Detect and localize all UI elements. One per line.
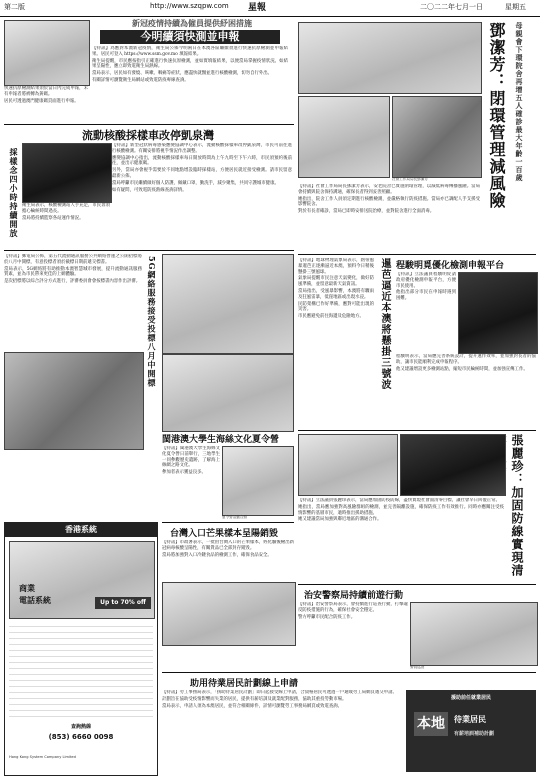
- housing-headline: 助用待業居民計劃線上申請: [190, 679, 299, 689]
- zhang-body: 【特訊】立法議員張麗珍表示，當局應加固防疫防線，盡快實現社會面清零目標，讓社會早日回復正常。 她指出，當局應加強對高風險群組的檢測，並完善隔離設施，確保防疫工作有效推行。同時亦應關注受疫情影響的基層市民，適時推出援助措施。 她又建議當局加強與鄰近地區的溝通合作。: [298, 498, 504, 523]
- mango-photo: [162, 582, 296, 646]
- covid-body: 【特訊】新型冠狀病毒感染應變協調中心表示，流動核酸採樣車改停凱泉灣，市民可前往進行核酸檢測。有關安排將視乎情況作出調整。 應變協調中心指出，流動核酸採樣車每日開放時間為上午九時至下午六時，市民須預約後前往，並出示健康碼。 另外，當局亦會視乎需要於不同地點增設臨時採樣站，方便居民就近接受檢測。請市民留意最新公佈。 當局呼籲市民繼續做好個人防護，佩戴口罩，勤洗手，減少聚集，共同守護城市健康。 如有疑問，可致電防疫熱線查詢詳情。: [112, 143, 292, 193]
- checkpoint-photo: [298, 434, 398, 496]
- caption-speaker: 社會工作局局長鄧潔芳: [392, 177, 428, 181]
- ad-line1: 商業: [19, 584, 35, 593]
- vertical-subheadline-right: 母親會下環院舍再增五人確診最大年齡一百歲: [515, 22, 524, 182]
- 5g-body: 【特訊】郵電局公佈，第五代流動通訊服務公共網絡營運之公開招標將於八月中開標，有意投標者須於截標日期前遞交標書。 當局表示，5G網絡將有助推動本澳智慧城市發展，提升流動通訊服務質素，並為市民帶來更佳的上網體驗。 是次招標將以綜合評分方式進行，評審委員會會按標書內容作出評審。: [4, 254, 142, 285]
- 5g-map-photo: [162, 254, 294, 354]
- vertical-headline-1: 採樣念四小時持續開放: [9, 148, 19, 238]
- vertical-headline-right: 鄧潔芳：閉環管理減風險: [487, 22, 506, 209]
- training-ad[interactable]: [406, 690, 536, 772]
- issue-date: 二〇二二年七月一日: [420, 3, 483, 11]
- police-headline: 治安警察局持續前遊行動: [304, 591, 404, 601]
- page-header: [0, 0, 540, 17]
- left-body-2: 衛生局表示，核酸檢測站人手充足，市民毋須擔心輪候時間過長。 當局將持續監察各站運作情況。: [22, 203, 110, 221]
- mango-body: 【特訊】市政署表示，一批由台灣入口的芒果樣本，經化驗後檢出新冠病毒核酸呈陽性，有關貨品已全部封存銷毀。 當局將加強對入口冷鏈食品的檢測工作，確保食品安全。: [162, 540, 294, 558]
- official-photo: [22, 143, 112, 203]
- typhoon-body: 【特訊】地球物理氣象局表示，熱帶風暴暹芭正逐漸逼近本澳，預料今日稍後懸掛三號風球。 氣象局提醒市民注意天氣變化，做好防風準備，並留意最新天氣資訊。 當局指出，受風暴影響，本澳將有驟雨及狂風雷暴，低窪地區或出現水浸。 民防架構已作好準備，應對可能出現的災害。 市民應避免前往海邊及危險地方。: [298, 258, 374, 320]
- ad-line2: 電話系統: [19, 596, 51, 605]
- vertical-headline-right-3: 張麗珍：加固防線實現清: [510, 434, 524, 577]
- camp-group-photo: [222, 446, 294, 516]
- platform-body: 【特訊】立法議員程駿明促請政府優化檢測申報平台，方便市民使用。 他指出部分市民在申報時遇到困難。: [396, 272, 456, 302]
- vertical-headline-2: 5G網絡服務接受投標八月中開標: [147, 256, 157, 388]
- university-headline: 閩港澳大學生海絲文化夏令營: [162, 435, 280, 445]
- legislator-photo: [458, 272, 538, 354]
- ad-brand: 香港系統: [5, 523, 157, 537]
- speaker-photo: [392, 96, 482, 178]
- covid-headline: 流動核酸採樣車改停凱泉灣: [82, 129, 214, 142]
- building-photo: [4, 352, 144, 450]
- page-number: 第二版: [4, 3, 25, 11]
- left-column-text: 快速抗原檢測結果須於當日內完成申報，未有申報者將被轉為黃碼。 居民可透過澳門健康碼頁面進行申報。: [4, 86, 88, 104]
- ad-hotline[interactable]: (853) 6660 0098: [48, 733, 114, 741]
- top-kicker: 新冠疫情持續為僱員提供紓困措施: [132, 18, 252, 28]
- ad-offer: Up to 70% off: [95, 597, 151, 609]
- vertical-headline-mid: 暹芭逼近本澳將懸掛三號波: [379, 258, 390, 390]
- police-photo: [410, 602, 538, 666]
- police-body: 【特訊】治安警察局表示，會持續進行巡查行動，打擊違反防疫措施的行為，確保社會安全穩定。 警方呼籲市民配合防疫工作。: [298, 602, 408, 620]
- store-photo: [162, 354, 294, 432]
- training-ad-line1: 援助前任就業居民: [450, 695, 491, 701]
- ad-hotline-label: 查詢熱線: [70, 724, 91, 730]
- caption-police: 警員巡查: [410, 665, 425, 669]
- masthead: 星報: [248, 3, 267, 13]
- right-main-body: 【特訊】社會工作局局長鄧潔芳表示，安老院舍已實施閉環管理，以減低病毒傳播風險。當局會持續與院舍保持溝通，確保長者得到妥善照顧。 她指出，院舍工作人員須定期進行核酸檢測，並嚴格執行防疫措施。當局亦已調配人手支援受影響院舍。 對於有長者確診，當局已即時安排送院治療，並對院舍進行全面消毒。: [298, 184, 480, 215]
- top-body: 【特訊】為應對本澳新冠疫情，衛生局公佈今明兩日在本澳各區繼續須進行快速抗原檢測並申報結果。居民可登入 https://www.ssm.gov.mo 填報結果。 衛生局提醒，市民應按指引正確進行快速抗原檢測，並如實填報結果，以便當局掌握疫情狀況。如結果呈陽性，應立即致電衛生局熱線。 當局表示，居民如有發燒、咳嗽、咽痛等症狀，應盡快就醫並進行核酸檢測，切勿自行外出。 有關詳情可瀏覽衛生局網站或致電防疫專線查詢。: [92, 46, 288, 83]
- housing-body: 【特訊】勞工事務局表示，「援助待業居民計劃」即日起接受線上申請，合資格居民可透過一戶通或勞工局網頁遞交申請。 計劃旨在協助受疫情影響而失業的居民，提供有薪培訓及就業配對服務，協助其重投勞動市場。 當局表示，申請人須為本澳居民，並符合相關條件，詳情可瀏覽勞工事務局網頁或致電查詢。: [162, 690, 397, 709]
- meeting-photo: [298, 96, 390, 178]
- phone-system-ad[interactable]: [4, 522, 158, 776]
- ad-price-table: [9, 621, 153, 721]
- platform-body-2: 程駿明表示，當局應完善系統設計，提升運作效率，並加強對長者的協助，讓市民能順利完成申報程序。 他又建議增設更多檢測站點，縮短市民輪候時間，並加強宣傳工作。: [396, 354, 536, 372]
- weekday: 星期五: [505, 3, 526, 11]
- training-ad-big: 本地: [414, 712, 448, 736]
- mango-headline: 台灣入口芒果樣本呈陽銷毀: [170, 529, 279, 539]
- legislator2-photo: [400, 434, 506, 496]
- training-ad-line3: 有薪培訓補助計劃: [454, 731, 495, 737]
- site-url[interactable]: http://www.szqpw.com: [150, 2, 229, 10]
- facility-photo: [298, 22, 482, 94]
- university-body: 【特訊】閩港澳大學生海絲文化夏令營日前舉行，三地學生一同參觀歷史遺跡，了解海上絲綢之路文化。 參加者表示獲益良多。: [162, 446, 220, 476]
- training-ad-line2: 待業居民: [454, 715, 486, 724]
- caption-camp: 夏令營活動合照: [222, 515, 248, 519]
- rapid-test-photo: [4, 20, 90, 86]
- ad-company: Hong Kong System Company Limited: [9, 755, 76, 759]
- top-headline: 今明續須快測並申報: [100, 30, 280, 44]
- news-bar-headline: 程駿明覓優化檢測申報平台: [396, 261, 505, 271]
